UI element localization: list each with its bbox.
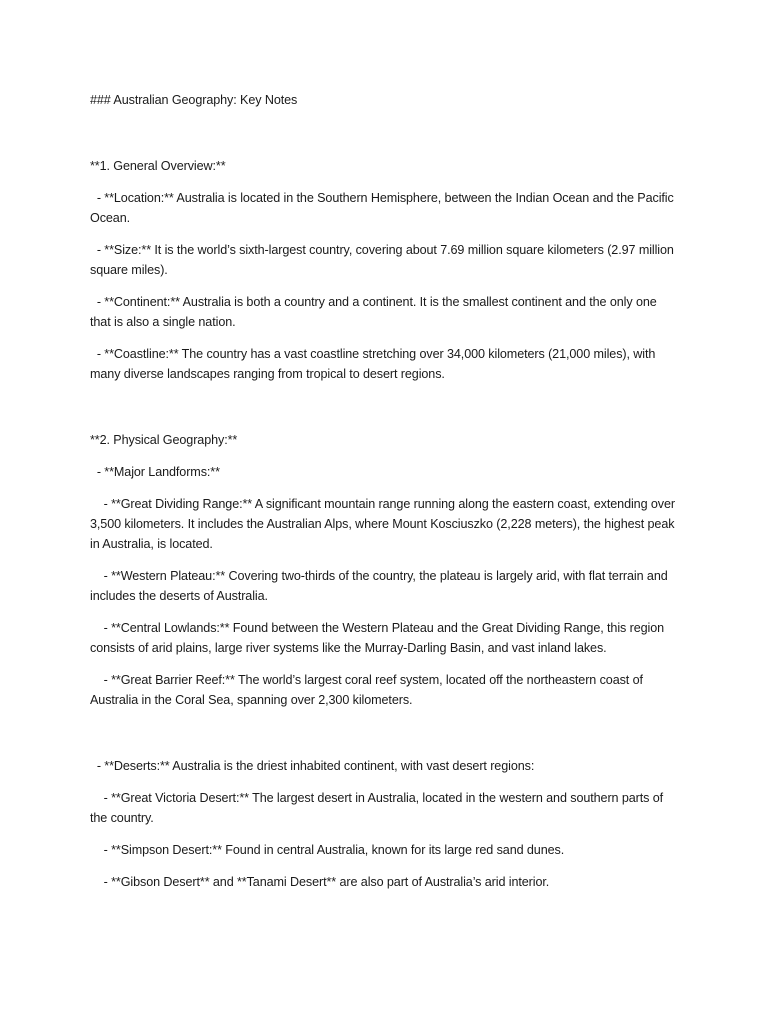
bullet-great-victoria-desert: - **Great Victoria Desert:** The largest desert in Australia, located in the western and southern parts of the country. xyxy=(90,791,667,825)
document-body xyxy=(90,90,680,904)
section-heading-general-overview: **1. General Overview:** xyxy=(90,159,226,173)
subheading-major-landforms: - **Major Landforms:** xyxy=(90,465,220,479)
bullet-great-dividing-range: - **Great Dividing Range:** A significant mountain range running along the eastern coast, extending over 3,500 kilometers. It includes the Australian Alps, where Mount Kosciuszko (2,228 meters), the highest peak in Australia, is located. xyxy=(90,497,679,551)
bullet-coastline: - **Coastline:** The country has a vast coastline stretching over 34,000 kilometers (21,000 miles), with many diverse landscapes ranging from tropical to desert regions. xyxy=(90,347,659,381)
bullet-location: - **Location:** Australia is located in the Southern Hemisphere, between the Indian Ocean and the Pacific Ocean. xyxy=(90,191,678,225)
bullet-western-plateau: - **Western Plateau:** Covering two-thirds of the country, the plateau is largely arid, with flat terrain and includes the deserts of Australia. xyxy=(90,569,672,603)
document-title: ### Australian Geography: Key Notes xyxy=(90,93,298,107)
bullet-size: - **Size:** It is the world’s sixth-largest country, covering about 7.69 million square kilometers (2.97 million square miles). xyxy=(90,243,678,277)
bullet-simpson-desert: - **Simpson Desert:** Found in central Australia, known for its large red sand dunes. xyxy=(90,843,565,857)
bullet-continent: - **Continent:** Australia is both a country and a continent. It is the smallest continent and the only one that is also a single nation. xyxy=(90,295,661,329)
bullet-gibson-tanami-deserts: - **Gibson Desert** and **Tanami Desert** are also part of Australia’s arid interior. xyxy=(90,875,550,889)
bullet-central-lowlands: - **Central Lowlands:** Found between the Western Plateau and the Great Dividing Range, this region consists of arid plains, large river systems like the Murray-Darling Basin, and vast inland lakes. xyxy=(90,621,668,655)
subheading-deserts: - **Deserts:** Australia is the driest inhabited continent, with vast desert regions: xyxy=(90,759,535,773)
bullet-great-barrier-reef: - **Great Barrier Reef:** The world’s largest coral reef system, located off the northeastern coast of Australia in the Coral Sea, spanning over 2,300 kilometers. xyxy=(90,673,646,707)
section-heading-physical-geography: **2. Physical Geography:** xyxy=(90,433,238,447)
